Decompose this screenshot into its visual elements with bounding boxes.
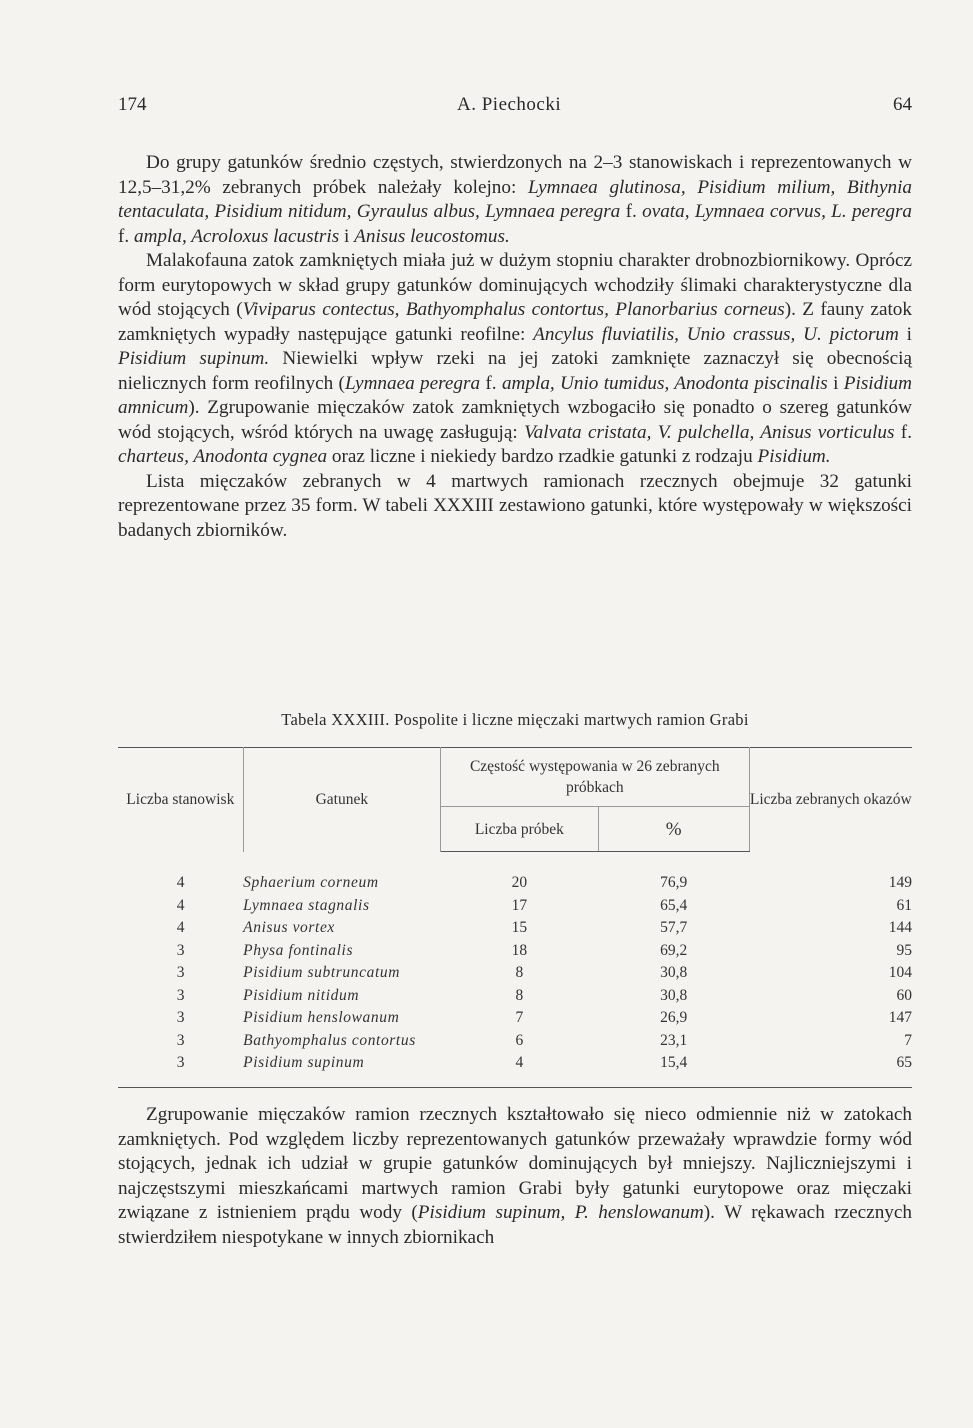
cell-gatunek: Pisidium nitidum	[243, 986, 360, 1004]
table-row	[118, 917, 912, 940]
cell-liczba-okazow: 144	[888, 919, 912, 936]
header-procent: %	[598, 807, 749, 852]
running-head-author: A. Piechocki	[457, 94, 562, 115]
page-number-right: 64	[893, 94, 912, 115]
cell-procent: 57,7	[660, 919, 688, 936]
cell-liczba-stanowisk: 3	[118, 1052, 243, 1087]
body-text-upper: Do grupy gatunków średnio częstych, stwierdzonych na 2–3 stanowiskach i reprezentowanych w 12,5–31,2% zebranych próbek należały kolejno: Lymnaea glutinosa, Pisidium milium, Bithynia tentaculata, Pisidium nitidum, Gyraulus albus, Lymnaea peregra f. ovata, Lymnaea corvus, L. peregra f. ampla, Acroloxus lacustris i Anisus leucostomus. Malakofauna zatok zamkniętych miała już w dużym stopniu charakter drobnozbiornikowy. Oprócz form eurytopowych w skład grupy gatunków dominujących wchodziły ślimaki charakterystyczne dla wód stojących (Viviparus contectus, Bathyomphalus contortus, Planorbarius corneus). Z fauny zatok zamkniętych wypadły następujące gatunki reofilne: Ancylus fluviatilis, Unio crassus, U. pictorum i Pisidium supinum. Niewielki wpływ rzeki na jej zatoki zamknięte zaznaczył się obecnością nielicznych form reofilnych (Lymnaea peregra f. ampla, Unio tumidus, Anodonta piscinalis i Pisidium amnicum). Zgrupowanie mięczaków zatok zamkniętych wzbogaciło się ponadto o szereg gatunków wód stojących, wśród których na uwagę zasługują: Valvata cristata, V. pulchella, Anisus vorticulus f. charteus, Anodonta cygnea oraz liczne i niekiedy bardzo rzadkie gatunki z rodzaju Pisidium. Lista mięczaków zebranych w 4 martwych ramionach rzecznych obejmuje 32 gatunki reprezentowane przez 35 form. W tabeli XXXIII zestawiono gatunki, które występowały w większości badanych zbiorników.	[118, 152, 913, 541]
species-table	[118, 747, 912, 1088]
cell-procent: 76,9	[660, 874, 688, 891]
cell-liczba-okazow: 104	[888, 964, 912, 981]
table-caption: Tabela XXXIII. Pospolite i liczne mięczaki martwych ramion Grabi	[281, 710, 749, 729]
cell-liczba-probek: 7	[515, 1009, 524, 1026]
cell-liczba-stanowisk: 3	[176, 1009, 185, 1026]
cell-liczba-okazow: 7	[904, 1031, 912, 1049]
cell-liczba-stanowisk: 4	[176, 919, 185, 936]
cell-gatunek: Sphaerium corneum	[243, 873, 379, 891]
cell-gatunek: Lymnaea stagnalis	[243, 896, 370, 914]
cell-procent: 65,4	[660, 896, 688, 914]
cell-gatunek: Physa fontinalis	[243, 941, 354, 959]
cell-procent: 23,1	[660, 1031, 688, 1049]
table-row	[118, 1007, 912, 1030]
cell-liczba-stanowisk: 3	[176, 964, 185, 981]
cell-liczba-okazow: 65	[749, 1052, 912, 1087]
cell-procent: 15,4	[598, 1052, 749, 1087]
cell-liczba-okazow: 60	[896, 986, 912, 1004]
table-row	[118, 940, 912, 963]
cell-liczba-okazow: 61	[896, 896, 912, 914]
cell-procent: 30,8	[660, 964, 688, 981]
cell-liczba-stanowisk: 4	[176, 896, 185, 914]
cell-liczba-probek: 18	[511, 941, 528, 959]
cell-liczba-probek: 8	[515, 964, 524, 981]
cell-liczba-probek: 17	[511, 896, 528, 914]
page-number-left: 174	[118, 94, 147, 115]
cell-liczba-probek: 8	[515, 986, 524, 1004]
cell-procent: 69,2	[660, 941, 688, 959]
table-row	[118, 985, 912, 1008]
cell-liczba-probek: 15	[511, 919, 528, 936]
cell-procent: 30,8	[660, 986, 688, 1004]
cell-liczba-probek: 20	[511, 874, 528, 891]
table-row	[118, 852, 912, 895]
header-liczba-stanowisk: Liczba stanowisk	[118, 748, 243, 852]
header-liczba-okazow: Liczba zebranych okazów	[749, 748, 912, 852]
cell-procent: 26,9	[660, 1009, 688, 1026]
cell-gatunek: Pisidium henslowanum	[243, 1009, 400, 1026]
cell-liczba-okazow: 95	[896, 941, 912, 959]
cell-gatunek: Pisidium supinum	[243, 1052, 440, 1087]
cell-liczba-stanowisk: 3	[176, 1031, 185, 1049]
cell-gatunek: Pisidium subtruncatum	[243, 964, 400, 981]
header-gatunek: Gatunek	[243, 748, 440, 852]
cell-liczba-stanowisk: 4	[176, 873, 185, 891]
cell-gatunek: Anisus vortex	[243, 919, 335, 936]
table-row	[118, 962, 912, 985]
cell-liczba-stanowisk: 3	[176, 986, 185, 1004]
cell-liczba-okazow: 149	[888, 873, 912, 891]
table-row	[118, 1030, 912, 1053]
body-text-lower: Zgrupowanie mięczaków ramion rzecznych kształtowało się nieco odmiennie niż w zatokach zamkniętych. Pod względem liczby reprezentowanych gatunków przeważały wprawdzie formy wód stojących, jednak ich udział w grupie gatunków dominujących był mniejszy. Najliczniejszymi i najczęstszymi mieszkańcami martwych ramion Grabi były gatunki eurytopowe oraz mięczaki związane z istnieniem prądu wody (Pisidium supinum, P. henslowanum). W rękawach rzecznych stwierdziłem niespotykane w innych zbiornikach	[118, 1104, 912, 1248]
running-header	[118, 94, 912, 120]
table-row	[118, 895, 912, 918]
cell-liczba-stanowisk: 3	[176, 941, 185, 959]
header-czestosc: Częstość występowania w 26 zebranych próbkach	[441, 748, 750, 807]
cell-liczba-probek: 6	[515, 1031, 524, 1049]
table-row	[118, 1052, 912, 1087]
cell-gatunek: Bathyomphalus contortus	[243, 1031, 416, 1049]
cell-liczba-probek: 4	[441, 1052, 599, 1087]
header-liczba-probek: Liczba próbek	[441, 807, 599, 852]
cell-liczba-okazow: 147	[888, 1009, 912, 1026]
